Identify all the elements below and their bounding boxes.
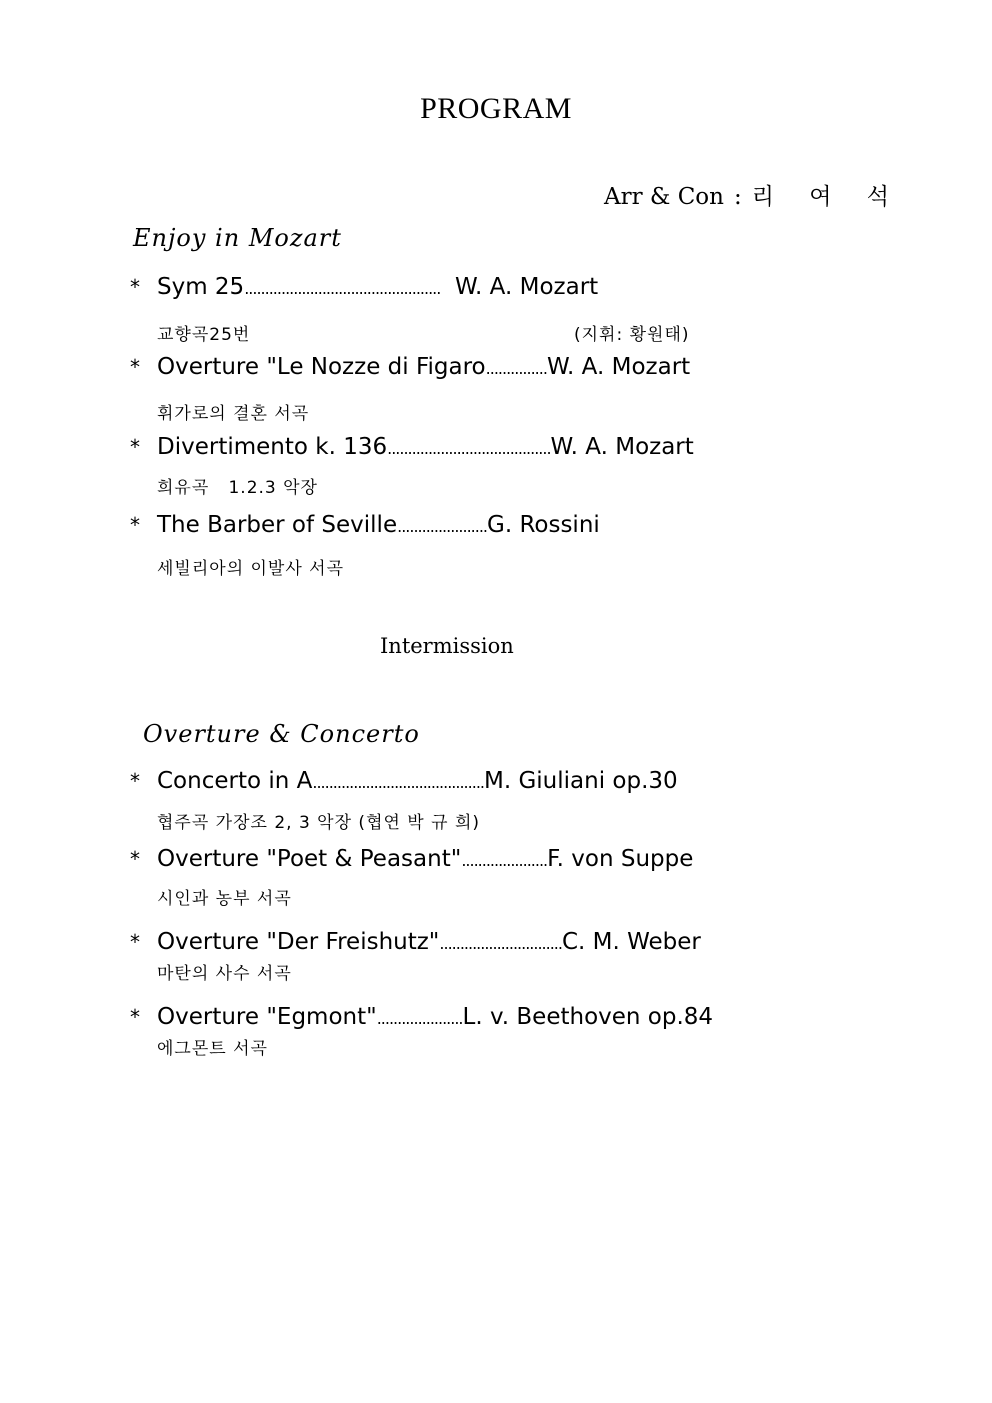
leader-dots: ..................... xyxy=(461,851,548,870)
page-title: PROGRAM xyxy=(420,92,572,125)
leader-dots: ...................... xyxy=(397,517,487,536)
work-title: Sym 25 xyxy=(157,274,245,300)
composer: G. Rossini xyxy=(487,512,600,538)
composer: W. A. Mozart xyxy=(546,354,691,380)
composer: F. von Suppe xyxy=(547,846,694,872)
work-subtitle: 에그몬트 서곡 xyxy=(157,1039,268,1059)
bullet-marker: * xyxy=(130,769,140,793)
work-subtitle: 희유곡 1.2.3 악장 xyxy=(157,478,318,498)
arranger-separator: : xyxy=(733,184,742,210)
bullet-marker: * xyxy=(130,930,140,954)
conductor-note: (지휘: 황원태) xyxy=(574,325,690,345)
arranger-name: 리 여 석 xyxy=(751,184,903,210)
program-item xyxy=(130,434,694,460)
intermission-label: Intermission xyxy=(380,634,514,658)
arranger-label: Arr & Con xyxy=(604,184,724,210)
bullet-marker: * xyxy=(130,435,140,459)
program-item xyxy=(130,274,598,300)
arranger-credit xyxy=(604,178,903,211)
bullet-marker: * xyxy=(130,1005,140,1029)
composer: W. A. Mozart xyxy=(454,274,599,300)
leader-dots: .......................................... xyxy=(312,773,484,792)
leader-dots: ............... xyxy=(485,359,547,378)
section-heading-part2: Overture & Concerto xyxy=(143,720,420,748)
leader-dots: .............................. xyxy=(439,934,562,953)
work-subtitle: 시인과 농부 서곡 xyxy=(157,889,292,909)
work-title: Overture "Der Freishutz" xyxy=(157,929,440,955)
composer: L. v. Beethoven op.84 xyxy=(462,1004,714,1030)
work-subtitle: 휘가로의 결혼 서곡 xyxy=(157,404,310,424)
work-subtitle: 교향곡25번 xyxy=(157,325,251,345)
program-item xyxy=(130,768,678,794)
work-subtitle: 세빌리아의 이발사 서곡 xyxy=(157,559,345,579)
work-title: Overture "Poet & Peasant" xyxy=(157,846,462,872)
leader-dots: ........................................ xyxy=(387,439,551,458)
work-subtitle: 협주곡 가장조 2, 3 악장 (협연 박 규 희) xyxy=(157,813,481,833)
bullet-marker: * xyxy=(130,355,140,379)
program-item xyxy=(130,354,690,380)
bullet-marker: * xyxy=(130,847,140,871)
work-title: Divertimento k. 136 xyxy=(157,434,388,460)
leader-dots: ................................................ xyxy=(244,279,441,298)
work-title: Concerto in A xyxy=(157,768,313,794)
section-heading-part1: Enjoy in Mozart xyxy=(133,224,342,252)
work-subtitle: 마탄의 사수 서곡 xyxy=(157,964,292,984)
composer: W. A. Mozart xyxy=(550,434,694,460)
program-item xyxy=(130,846,693,872)
work-title: The Barber of Seville xyxy=(157,512,398,538)
composer: C. M. Weber xyxy=(561,929,701,955)
program-item xyxy=(130,1004,713,1030)
bullet-marker: * xyxy=(130,275,140,299)
leader-dots: ..................... xyxy=(376,1009,463,1028)
work-title: Overture "Le Nozze di Figaro xyxy=(157,354,486,380)
composer: M. Giuliani op.30 xyxy=(483,768,678,794)
bullet-marker: * xyxy=(130,513,140,537)
program-item xyxy=(130,512,600,538)
program-item xyxy=(130,929,701,955)
work-title: Overture "Egmont" xyxy=(157,1004,377,1030)
